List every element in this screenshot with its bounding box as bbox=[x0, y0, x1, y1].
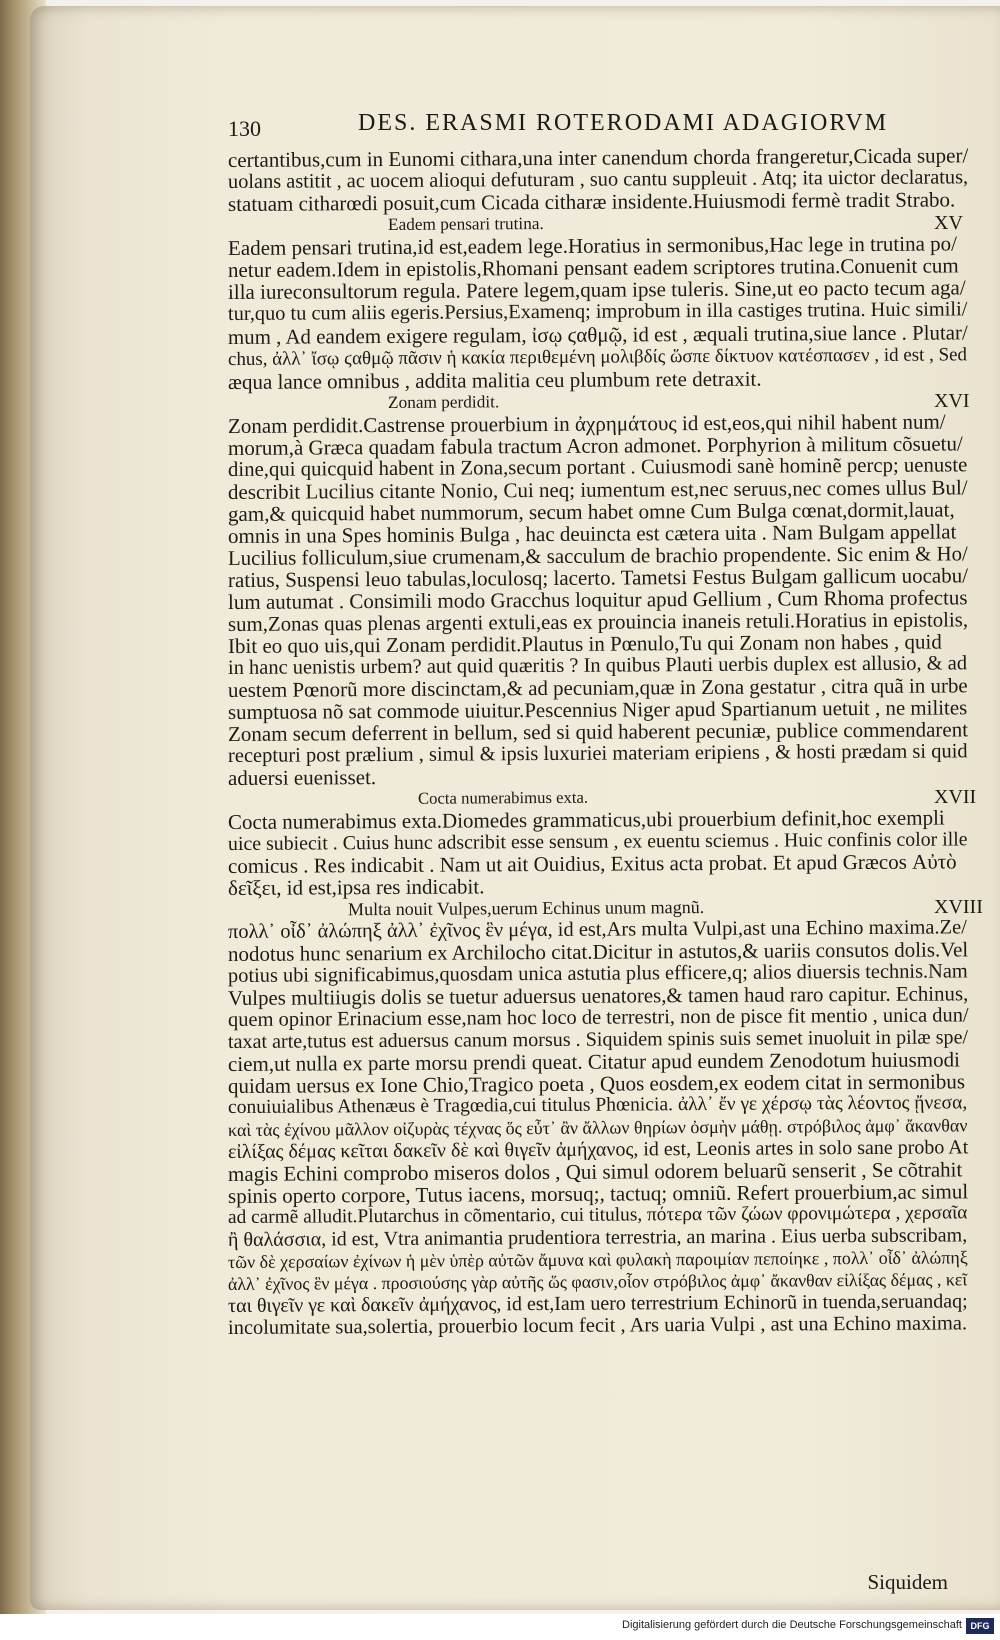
text-line: incolumitate sua,solertia, prouerbio locum fecit , Ars uaria Vulpi , ast una Echino maxima. bbox=[227, 1312, 968, 1339]
adage-number: XVIII bbox=[934, 896, 983, 918]
text-line: certantibus,cum in Eunomi cithara,una inter canendum chorda frangeretur,Cicada super/ bbox=[227, 143, 969, 172]
adage-number: XVI bbox=[934, 390, 970, 412]
text-line: uice subiecit . Cuius hunc adscribit esse sensum , ex euentu sciemus . Huic confinis color ille bbox=[227, 828, 968, 855]
text-line: Eadem pensari trutina,id est,eadem lege.Horatius in sermonibus,Hac lege in trutina po/ bbox=[227, 231, 958, 260]
adage-heading: Cocta numerabimus exta. bbox=[417, 787, 589, 808]
catchword: Siquidem bbox=[867, 1570, 948, 1594]
text-line: chus, ἀλλ᾽ ἴσῳ ϛαθμῷ πᾶσιν ἡ κακία περιθεμένη μολιβδίς ὥσπε δίκτυον κατέσπασεν , id est , Sed bbox=[227, 344, 968, 370]
text-line: ciem,ut nulla ex parte morsu prendi queat. Citatur apud eundem Zenodotum huiusmodi bbox=[227, 1047, 960, 1076]
text-line: Cocta numerabimus exta.Diomedes grammaticus,ubi prouerbium definit,hoc exempli bbox=[227, 805, 945, 834]
text-line: Zonam perdidit.Castrense prouerbium in ἀχρημάτους id est,eos,qui nihil habent num/ bbox=[227, 409, 946, 438]
text-line: dine,qui quicquid habent in Zona,secum portant . Cuiusmodi sanè hominẽ percp; uenuste bbox=[227, 453, 968, 481]
text-line: ται θιγεῖν γε καὶ δακεῖν ἀμήχανος, id est,Iam uero terrestrium Echinorũ in tuenda,seruandaq; bbox=[227, 1290, 968, 1317]
text-line: Ibit eo quo uis,qui Zonam perdidit.Plautus in Pœnulo,Tu qui Zonam non habes , quid bbox=[227, 629, 942, 658]
adage-number: XVII bbox=[934, 786, 977, 808]
text-line: εἰλίξας δέμας κεῖται δακεῖν δὲ καὶ θιγεῖν ἀμήχανος, id est, Leonis artes in solo sane probo At bbox=[227, 1136, 969, 1163]
text-line: morum,à Græca quadam fabula tractum Acron admonet. Porphyrion à militum cõsuetu/ bbox=[227, 431, 963, 460]
text-line: δεῖξει, id est,ipsa res indicabit. bbox=[227, 874, 485, 900]
page-number: 130 bbox=[228, 116, 261, 141]
text-line: Zonam secum deferrent in bellum, sed si quid haberent pecuniæ, publice commendarent bbox=[227, 717, 969, 746]
footer-credit: Digitalisierung gefördert durch die Deutsche Forschungsgemeinschaft bbox=[622, 1619, 962, 1631]
text-line: uestem Pœnorũ more discinctam,& ad pecuniam,quæ in Zona gestatur , citra quã in urbe bbox=[227, 673, 968, 702]
page-header bbox=[228, 110, 968, 140]
text-line: Vulpes multiiugis dolis se tuetur aduersus uenatores,& tamen haud raro capitur. Echinus, bbox=[227, 981, 969, 1010]
adage-heading: Multa nouit Vulpes,uerum Echinus unum magnũ. bbox=[347, 897, 705, 920]
text-line: mum , Ad eandem exigere regulam, ἰσῳ ϛαθμῷ, id est , æquali trutina,siue lance . Plutar/ bbox=[227, 320, 968, 349]
text-line: πολλ᾽ οἶδ᾽ ἀλώπηξ ἀλλ᾽ ἐχῖνος ἓν μέγα, id est,Ars multa Vulpi,ast una Echino maxima.Ze/ bbox=[227, 916, 967, 943]
text-line: nodotus hunc senarium ex Archilocho citat.Dicitur in astutos,& uariis consutos dolis.Vel bbox=[227, 937, 969, 966]
text-line: Lucilius folliculum,siue crumenam,& sacculum de brachio propendente. Sic enim & Ho/ bbox=[227, 541, 968, 570]
text-line: ratius, Suspensi leuo tabulas,loculosq; lacerto. Tametsi Festus Bulgam gallicum uocabu/ bbox=[227, 563, 969, 592]
text-line: spinis operto corpore, Tutus iacens, morsuq;, tactuq; omniũ. Refert prouerbium,ac simul bbox=[227, 1179, 969, 1208]
text-line: gam,& quicquid habet nummorum, secum habet omne Cum Bulga cœnat,dormit,lauat, bbox=[227, 497, 955, 526]
text-line: statuam citharœdi posuit,cum Cicada citharæ insidente.Huiusmodi fermè tradit Strabo. bbox=[227, 187, 956, 216]
text-line: ad carmẽ alludit.Plutarchus in cõmentario, cui titulus, πότερα τῶν ζώων φρονιμώτερα , χερσαῖα bbox=[227, 1202, 968, 1228]
text-line: uolans astitit , ac uocem alioqui defuturam , suo cantu suppleuit . Atq; ita uictor declaratus, bbox=[227, 166, 969, 193]
dfg-logo: DFG bbox=[966, 1618, 994, 1634]
adage-number: XV bbox=[934, 212, 963, 234]
text-line: conuiuialibus Athenæus è Tragœdia,cui titulus Phœnicia. ἀλλ᾽ ἔν γε χέρσῳ τὰς λέοντος ᾔνεσα, bbox=[227, 1092, 968, 1118]
text-line: comicus . Res indicabit . Nam ut ait Ouidius, Exitus acta probat. Et apud Græcos Αὐτὸ bbox=[227, 849, 957, 878]
adage-heading: Zonam perdidit. bbox=[387, 392, 500, 412]
text-line: ἢ θαλάσσια, id est, Vtra animantia prudentiora terrestria, an marina . Eius uerba subscribam, bbox=[227, 1224, 968, 1251]
text-line: æqua lance omnibus , addita malitia ceu plumbum rete detraxit. bbox=[227, 366, 762, 394]
text-line: sum,Zonas quas plenas argenti extuli,eas ex prouincia inaneis retuli.Horatius in epistolis, bbox=[227, 607, 969, 636]
text-line: sumptuosa nõ sat commode uiuitur.Pescennius Niger apud Spartianum uetuit , ne milites bbox=[227, 695, 968, 724]
text-line: τῶν δὲ χερσαίων ἐχίνων ἡ μὲν ὑπὲρ αὐτῶν ἄμυνα καὶ φυλακὴ παροιμίαν πεποίηκε , πολλ᾽ οἶδ᾽ ἀλώπηξ bbox=[227, 1247, 968, 1272]
text-line: recepturi post prælium , simul & ipsis luxuriei materiam eripiens , & hosti prædam si quid bbox=[227, 740, 968, 767]
running-title: DES. ERASMI ROTERODAMI ADAGIORVM bbox=[358, 110, 889, 136]
text-line: magis Echini comprobo miseros dolos , Qui simul odorem beluarũ senserit , Se cõtrahit bbox=[227, 1157, 963, 1186]
digitization-footer bbox=[0, 1614, 1000, 1640]
adage-heading: Eadem pensari trutina. bbox=[387, 214, 544, 234]
text-line: potius ubi significabimus,quosdam unica astutia plus efficere,q; alios diuersis technis.Nam bbox=[227, 960, 968, 987]
text-line: omnis in una Spes hominis Bulga , hac deuincta est cætera uita . Nam Bulgam appellat bbox=[227, 519, 957, 548]
text-line: quidam uersus ex Ione Chio,Tragico poeta , Quos eosdem,ex eodem citat in sermonibus bbox=[227, 1069, 966, 1098]
text-line: netur eadem.Idem in epistolis,Rhomani pensant eadem scriptores trutina.Conuenit cum bbox=[227, 253, 959, 282]
text-line: describit Lucilius citante Nonio, Cui neq; iumentum est,nec seruus,nec comes ullus Bul/ bbox=[227, 475, 968, 504]
text-line: illa iureconsultorum regula. Patere legem,quam ipse tuleris. Sine,ut eo pacto tecum aga/ bbox=[227, 275, 966, 304]
text-line: lum autumat . Consimili modo Gracchus loquitur apud Gellium , Cum Rhoma profectus bbox=[227, 585, 968, 614]
text-line: καὶ τὰς ἐχίνου μᾶλλον οἰζυρὰς τέχνας ὅς εὖτ᾽ ἂν ἄλλων θηρίων ὀσμὴν μάθῃ. στρόβιλος ἀμφ᾽ ἄκανθαν bbox=[227, 1115, 968, 1140]
text-line: ἀλλ᾽ ἐχῖνος ἓν μέγα . προσιούσης γὰρ αὐτῆς ὥς φασιν,οἷον στρόβιλος ἀμφ᾽ ἄκανθαν εἰλίξας δέμας , κεῖ bbox=[227, 1269, 968, 1294]
text-line: aduersi euenisset. bbox=[227, 765, 377, 790]
text-line: quem opinor Erinacium esse,nam hoc loco de terrestri, non de pisce fit mentio , unica dun/ bbox=[227, 1004, 969, 1031]
text-line: taxat arte,tutus est aduersus canum morsus . Siquidem spinis suis semet inuoluit in pilæ spe/ bbox=[227, 1026, 969, 1053]
text-line: in hanc uenistis urbem? aut quid quæritis ? In quibus Plauti uerbis duplex est allusio, & ad bbox=[227, 652, 968, 679]
text-line: tur,quo tu cum aliis egeris.Persius,Examenq; improbum in illa castiges trutina. Huic simili/ bbox=[227, 298, 968, 325]
